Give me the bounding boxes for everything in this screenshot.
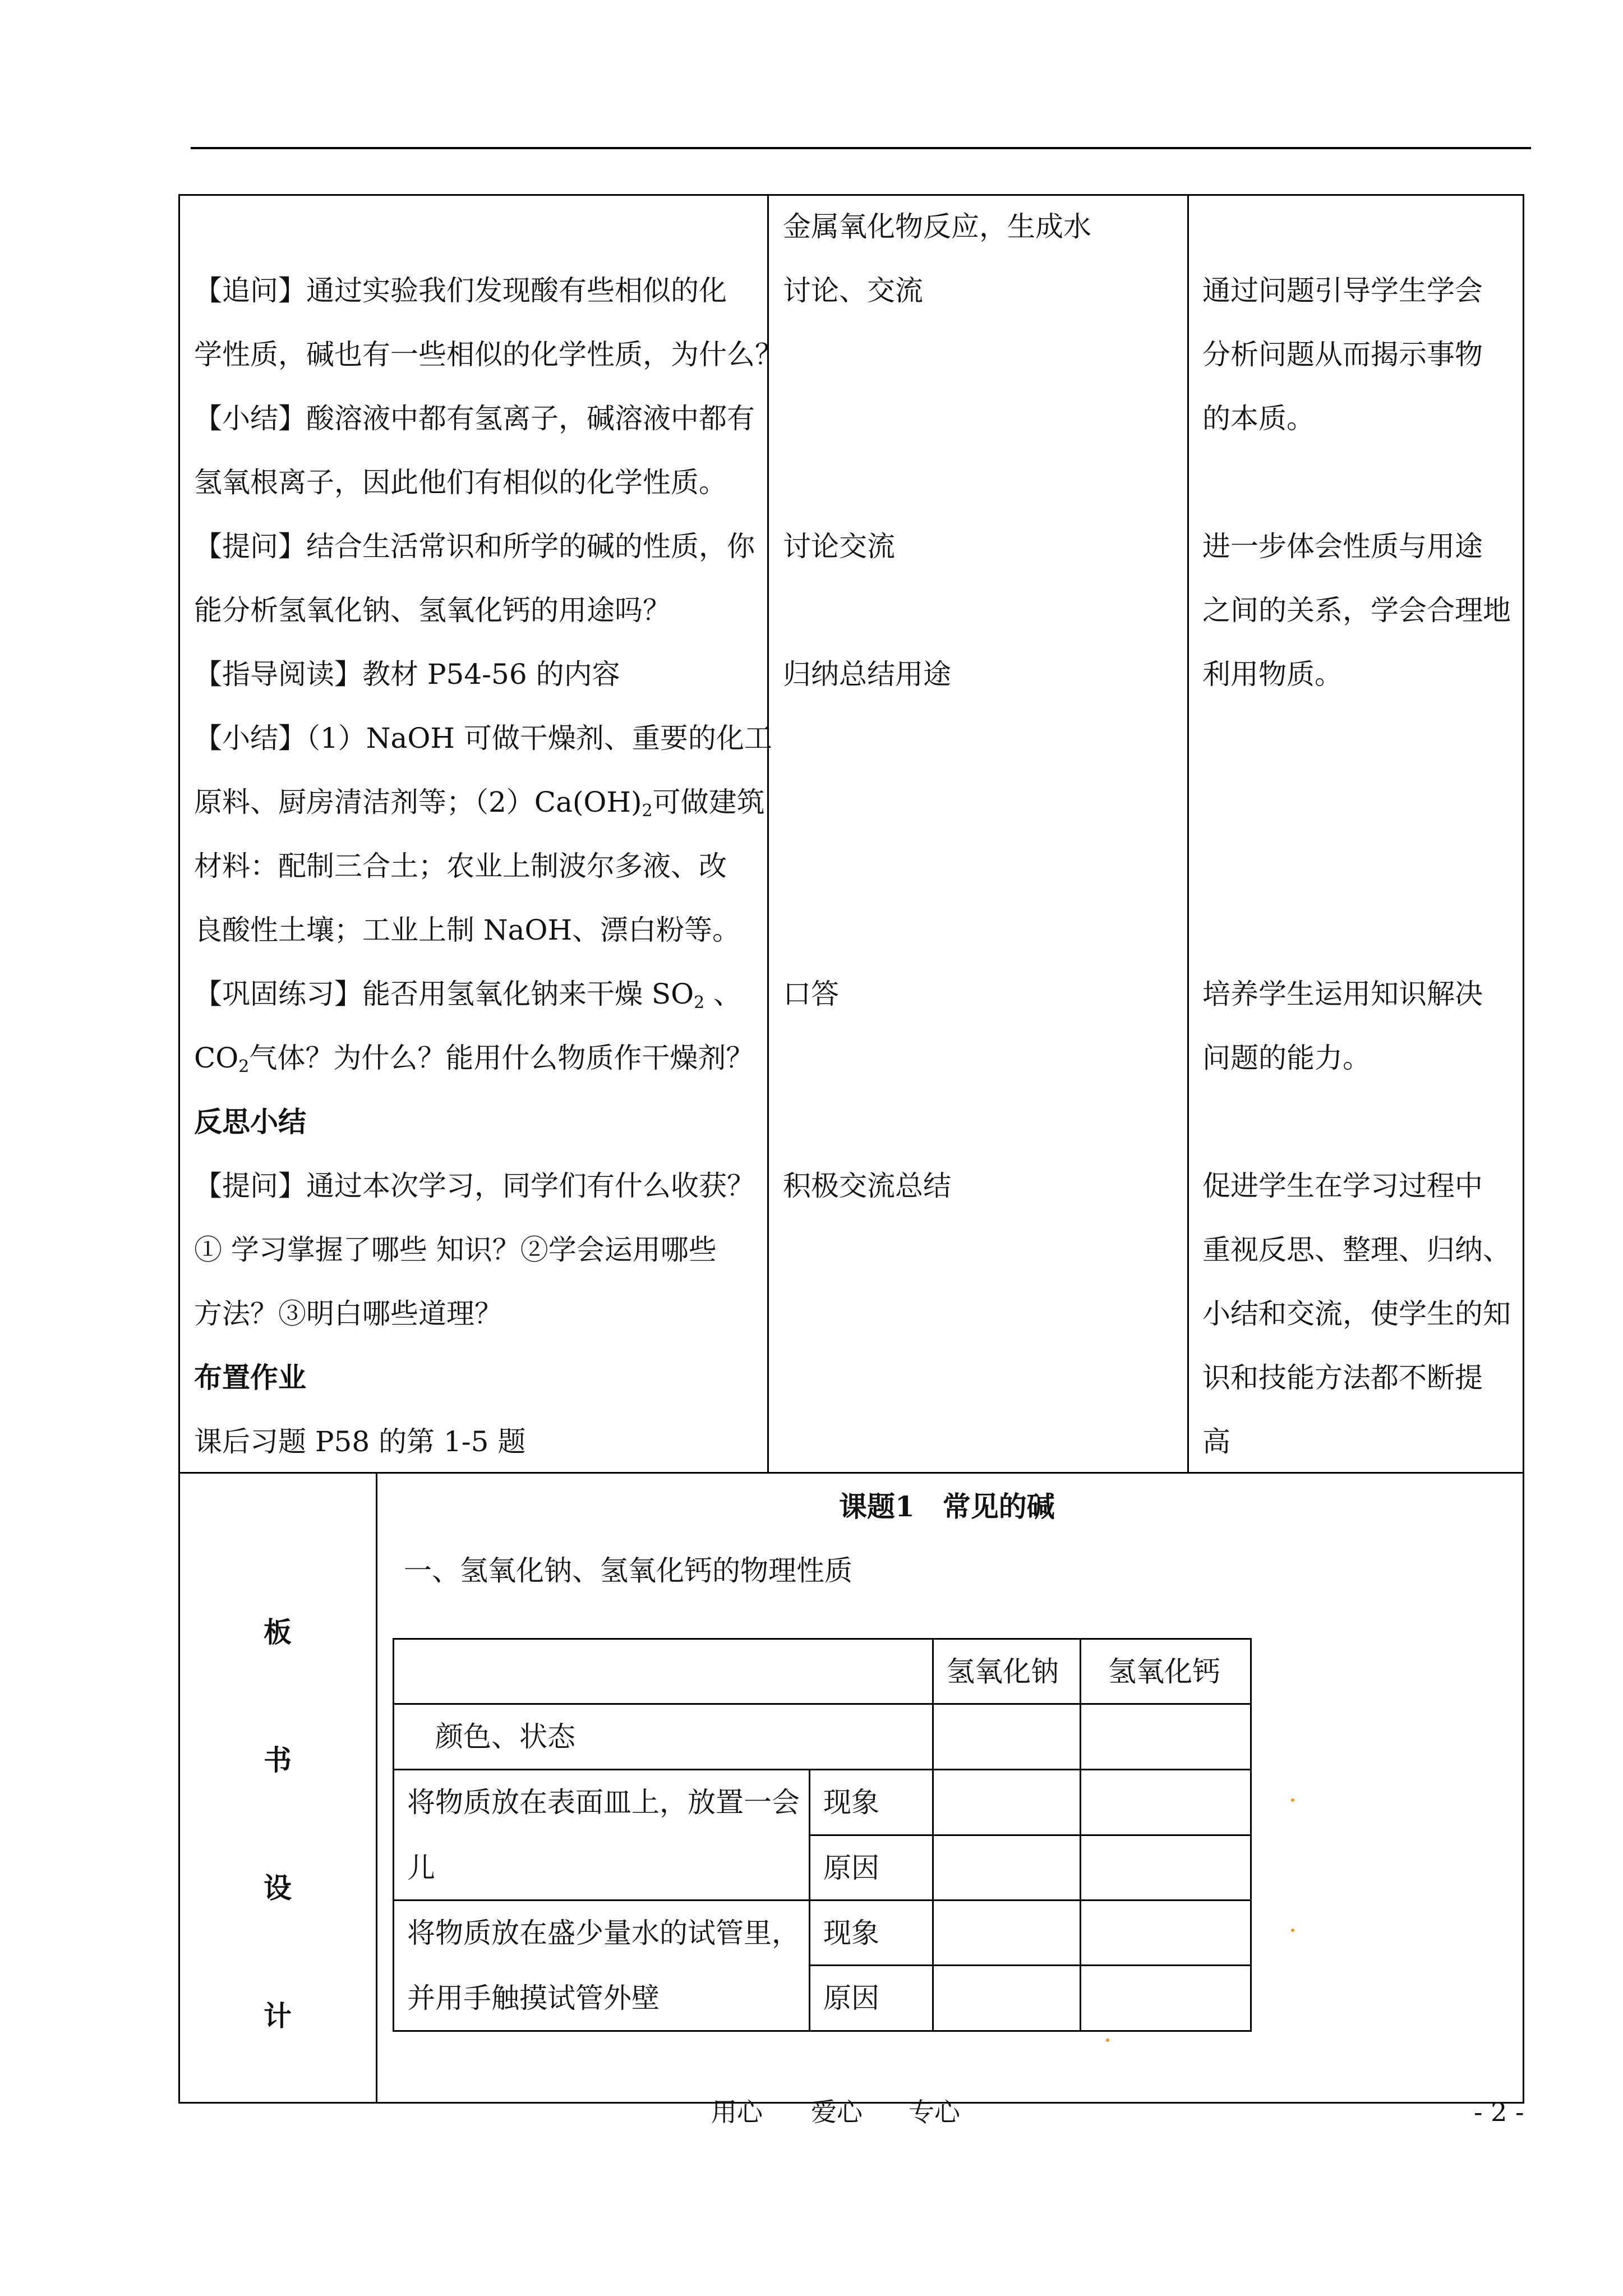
teacher-line-text: 原料、厨房清洁剂等；（2）Ca(OH) bbox=[194, 786, 642, 818]
teacher-line: 【小结】酸溶液中都有氢离子，碱溶液中都有 bbox=[194, 402, 755, 435]
teacher-line: 【小结】（1）NaOH 可做干燥剂、重要的化工 bbox=[194, 722, 772, 754]
section-heading: 反思小结 bbox=[194, 1105, 306, 1138]
subscript: 2 bbox=[238, 1057, 250, 1076]
row-label-experiment-2: 并用手触摸试管外壁 bbox=[407, 1982, 660, 2014]
grid-line bbox=[932, 1638, 934, 2032]
column-divider-1 bbox=[767, 194, 769, 1473]
teacher-line: ① 学习掌握了哪些 知识？②学会运用哪些 bbox=[194, 1234, 717, 1266]
teacher-line-text: 气体？为什么？能用什么物质作干燥剂？ bbox=[249, 1042, 754, 1074]
subscript: 2 bbox=[642, 801, 653, 821]
sub-label-reason: 原因 bbox=[823, 1852, 879, 1884]
section-divider bbox=[178, 1472, 1524, 1474]
teacher-line: 【提问】结合生活常识和所学的碱的性质，你 bbox=[194, 530, 755, 563]
design-intent: 之间的关系，学会合理地 bbox=[1202, 594, 1511, 627]
page-number: - 2 - bbox=[1474, 2097, 1524, 2127]
board-label-char: 设 bbox=[264, 1871, 292, 1904]
teacher-line: 【指导阅读】教材 P54-56 的内容 bbox=[194, 658, 620, 691]
teacher-line bbox=[194, 977, 741, 1011]
sub-label-phenomenon: 现象 bbox=[823, 1786, 879, 1819]
row-label-color-state: 颜色、状态 bbox=[435, 1720, 575, 1753]
teacher-line bbox=[194, 785, 765, 819]
student-activity: 归纳总结用途 bbox=[783, 658, 951, 691]
teacher-line-text: 可做建筑 bbox=[652, 786, 765, 818]
header-rule bbox=[191, 147, 1531, 149]
design-intent: 进一步体会性质与用途 bbox=[1202, 530, 1483, 563]
grid-line bbox=[393, 1769, 1252, 1770]
design-intent: 利用物质。 bbox=[1202, 658, 1343, 691]
teacher-line: 材料：配制三合土；农业上制波尔多液、改 bbox=[194, 850, 727, 882]
design-intent: 促进学生在学习过程中 bbox=[1202, 1170, 1483, 1202]
scan-mark bbox=[1291, 1929, 1294, 1932]
design-intent: 重视反思、整理、归纳、 bbox=[1202, 1234, 1511, 1266]
teacher-line: 【追问】通过实验我们发现酸有些相似的化 bbox=[194, 274, 727, 307]
teacher-line-text: CO bbox=[194, 1042, 239, 1074]
teacher-line: 能分析氢氧化钠、氢氧化钙的用途吗？ bbox=[194, 594, 671, 627]
design-intent: 高 bbox=[1202, 1425, 1230, 1458]
footer-word: 专心 bbox=[909, 2097, 960, 2127]
grid-line bbox=[809, 1769, 810, 2032]
board-title: 课题1 常见的碱 bbox=[839, 1490, 1055, 1523]
student-activity: 金属氧化物反应，生成水 bbox=[783, 210, 1091, 243]
row-label-experiment-1: 儿 bbox=[407, 1852, 435, 1884]
student-activity: 讨论、交流 bbox=[783, 274, 923, 307]
footer-word: 爱心 bbox=[811, 2097, 863, 2127]
teacher-line: 氢氧根离子，因此他们有相似的化学性质。 bbox=[194, 466, 727, 499]
board-subtitle: 一、氢氧化钠、氢氧化钙的物理性质 bbox=[404, 1554, 852, 1587]
design-intent: 的本质。 bbox=[1202, 402, 1315, 435]
column-header-caoh: 氢氧化钙 bbox=[1108, 1655, 1220, 1688]
table-border-right bbox=[1523, 194, 1524, 2104]
section-heading: 布置作业 bbox=[194, 1361, 306, 1394]
grid-line bbox=[393, 1703, 1252, 1705]
student-activity: 积极交流总结 bbox=[783, 1170, 951, 1202]
board-label-char: 板 bbox=[264, 1616, 292, 1649]
board-label-char: 书 bbox=[264, 1743, 292, 1777]
scan-mark bbox=[1291, 1798, 1294, 1802]
grid-line bbox=[1080, 1638, 1081, 2032]
teacher-line: 【提问】通过本次学习，同学们有什么收获？ bbox=[194, 1170, 755, 1202]
design-intent: 通过问题引导学生学会 bbox=[1202, 274, 1483, 307]
student-activity: 讨论交流 bbox=[783, 530, 895, 563]
student-activity: 口答 bbox=[783, 978, 839, 1010]
design-intent: 培养学生运用知识解决 bbox=[1202, 978, 1483, 1010]
grid-line bbox=[1250, 1638, 1252, 2032]
design-intent: 分析问题从而揭示事物 bbox=[1202, 338, 1483, 371]
grid-line bbox=[393, 2030, 1252, 2032]
sub-label-reason: 原因 bbox=[823, 1982, 879, 2014]
subscript: 2 bbox=[694, 993, 705, 1013]
sub-label-phenomenon: 现象 bbox=[823, 1917, 879, 1949]
grid-line bbox=[393, 1899, 1252, 1901]
grid-line bbox=[393, 1638, 394, 2032]
table-border-left bbox=[178, 194, 180, 2104]
grid-line bbox=[809, 1834, 1252, 1836]
teacher-line bbox=[194, 1041, 754, 1075]
design-intent: 识和技能方法都不断提 bbox=[1202, 1361, 1483, 1394]
design-intent: 小结和交流，使学生的知 bbox=[1202, 1297, 1511, 1330]
teacher-line: 课后习题 P58 的第 1-5 题 bbox=[194, 1425, 526, 1458]
teacher-line: 良酸性土壤；工业上制 NaOH、漂白粉等。 bbox=[194, 914, 741, 946]
column-divider-2 bbox=[1187, 194, 1189, 1473]
teacher-line: 方法？③明白哪些道理？ bbox=[194, 1297, 502, 1330]
design-intent: 问题的能力。 bbox=[1202, 1042, 1371, 1074]
row-label-experiment-2: 将物质放在盛少量水的试管里， bbox=[407, 1917, 800, 1949]
teacher-line-text: 【巩固练习】能否用氢氧化钠来干燥 SO bbox=[194, 978, 694, 1010]
grid-line bbox=[393, 1638, 1252, 1640]
board-label-divider bbox=[376, 1472, 377, 2104]
column-header-naoh: 氢氧化钠 bbox=[947, 1655, 1059, 1688]
row-label-experiment-1: 将物质放在表面皿上，放置一会 bbox=[407, 1786, 800, 1819]
teacher-line: 学性质，碱也有一些相似的化学性质，为什么？ bbox=[194, 338, 783, 371]
board-label-char: 计 bbox=[264, 1999, 292, 2032]
footer-word: 用心 bbox=[711, 2097, 763, 2127]
table-border-top bbox=[178, 194, 1524, 196]
grid-line bbox=[809, 1964, 1252, 1966]
teacher-line-text: 、 bbox=[704, 978, 742, 1010]
scan-mark bbox=[1106, 2039, 1109, 2042]
